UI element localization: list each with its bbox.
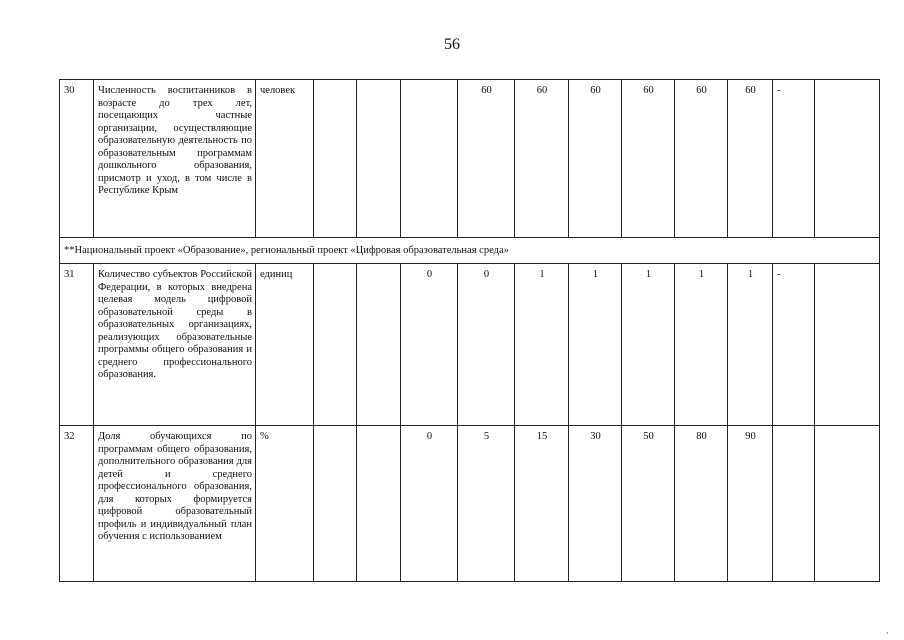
value-cell: 30	[569, 426, 622, 582]
value-cell: 0	[401, 426, 458, 582]
unit-cell: единиц	[256, 264, 314, 426]
unit-cell: %	[256, 426, 314, 582]
value-cell: 1	[515, 264, 569, 426]
value-cell: 0	[458, 264, 515, 426]
indicator-description: Доля обучающихся по программам общего образования, дополнительного образования для детей и среднего профессионального образования, для которых формируется цифровой образовательный профиль и индивидуальный план обучения с использованием	[94, 426, 256, 582]
value-cell	[314, 264, 357, 426]
value-cell: 1	[569, 264, 622, 426]
section-label: **Национальный проект «Образование», региональный проект «Цифровая образовательная среда»	[60, 238, 880, 264]
empty-cell	[815, 80, 880, 238]
value-cell: 1	[622, 264, 675, 426]
value-cell: 15	[515, 426, 569, 582]
value-cell: 1	[728, 264, 773, 426]
note-cell	[773, 426, 815, 582]
table-row	[60, 80, 880, 238]
note-cell: -	[773, 264, 815, 426]
scan-speck: ·	[886, 628, 889, 638]
indicator-description: Количество субъектов Российской Федерации, в которых внедрена целевая модель цифровой образовательной среды в образовательных организациях, реализующих образовательные программы общего образования и среднего профессионального образования.	[94, 264, 256, 426]
value-cell: 0	[401, 264, 458, 426]
value-cell: 60	[569, 80, 622, 238]
note-cell: -	[773, 80, 815, 238]
empty-cell	[815, 426, 880, 582]
value-cell	[314, 426, 357, 582]
value-cell	[357, 80, 401, 238]
empty-cell	[815, 264, 880, 426]
row-number: 31	[60, 264, 94, 426]
value-cell: 60	[515, 80, 569, 238]
value-cell	[401, 80, 458, 238]
value-cell: 60	[728, 80, 773, 238]
indicator-description: Численность воспитанников в возрасте до трех лет, посещающих частные организации, осуществляющие образовательную деятельность по образовательным программам дошкольного образования, присмотр и уход, в том числе в Республике Крым	[94, 80, 256, 238]
value-cell: 60	[675, 80, 728, 238]
indicators-table	[59, 79, 880, 582]
value-cell: 50	[622, 426, 675, 582]
table-row	[60, 264, 880, 426]
value-cell: 60	[458, 80, 515, 238]
value-cell: 5	[458, 426, 515, 582]
page-number: 56	[444, 36, 460, 53]
value-cell: 80	[675, 426, 728, 582]
value-cell: 90	[728, 426, 773, 582]
value-cell	[314, 80, 357, 238]
unit-cell: человек	[256, 80, 314, 238]
section-row	[60, 238, 880, 264]
value-cell	[357, 264, 401, 426]
value-cell: 1	[675, 264, 728, 426]
row-number: 32	[60, 426, 94, 582]
value-cell: 60	[622, 80, 675, 238]
row-number: 30	[60, 80, 94, 238]
table-row	[60, 426, 880, 582]
value-cell	[357, 426, 401, 582]
